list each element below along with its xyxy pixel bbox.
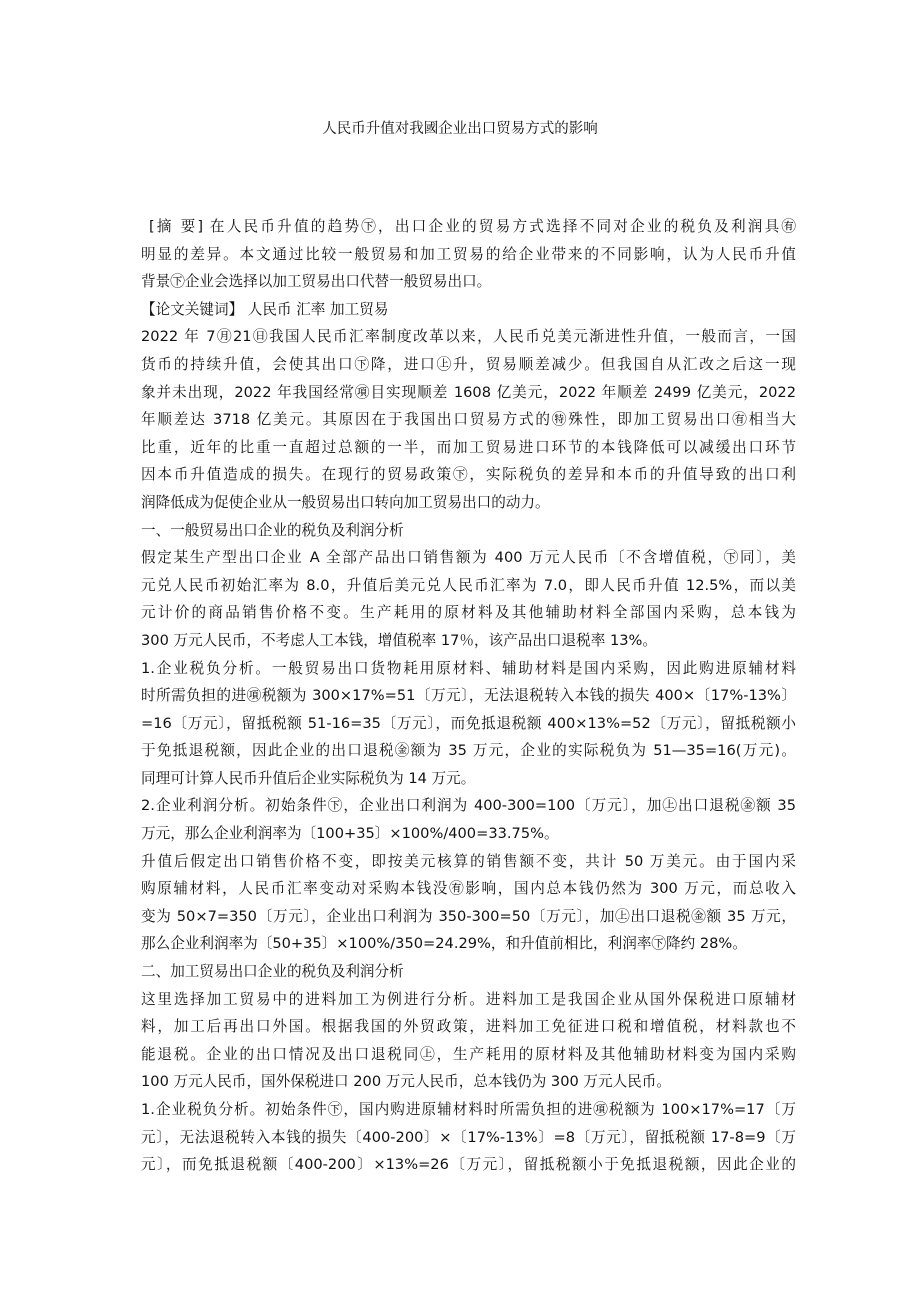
keywords xyxy=(141,296,796,324)
text-line xyxy=(141,1179,796,1207)
document-title: 人民币升值对我國企业出口贸易方式的影响 xyxy=(322,121,598,137)
paragraph xyxy=(141,848,796,958)
text-line: 一、一般贸易出口企业的税负及利润分析 xyxy=(141,521,404,539)
text-line: 润降低成为促使企业从一般贸易出口转向加工贸易出口的动力。 xyxy=(141,493,550,511)
text-line: 变为 50×7=350〔万元〕，企业出口利润为 350-300=50〔万元〕，加㊤出口退税㊎额 35 万元， xyxy=(141,907,796,925)
paragraph xyxy=(141,655,796,793)
paragraph xyxy=(141,544,796,654)
text-line: 因本币升值造成的损失。在现行的贸易政策㊦，实际税负的差异和本币的升值导致的出口利 xyxy=(141,466,796,484)
text-line: 象并未出现，2022 年我国经常㊠目实现顺差 1608 亿美元，2022 年顺差 2499 亿美元，2022 xyxy=(141,383,796,401)
text-line: 明显的差异。本文通过比较一般贸易和加工贸易的给企业带来的不同影响，认为人民币升值 xyxy=(141,245,796,263)
text-line: 元兑人民币初始汇率为 8.0，升值后美元兑人民币汇率为 7.0，即人民币升值 12.5%，而以美 xyxy=(141,576,796,594)
text-line: 万元，那么企业利润率为〔100+35〕×100%/400=33.75%。 xyxy=(141,825,559,843)
text-line: 元〕，无法退税转入本钱的损失〔400-200〕×〔17%-13%〕=8〔万元〕，留抵税额 17-8=9〔万 xyxy=(141,1128,796,1146)
paragraph xyxy=(141,792,796,847)
text-line: 料，加工后再出口外国。根据我国的外贸政策，进料加工免征进口税和增值税，材料款也不 xyxy=(141,1018,796,1036)
text-line: 购原辅材料，人民币汇率变动对采购本钱没㊒影响，国内总本钱仍然为 300 万元，而总收入 xyxy=(141,880,796,898)
text-line: 1.企业税负分析。一般贸易出口货物耗用原材料、辅助材料是国内采购，因此购进原辅材料 xyxy=(141,659,796,677)
text-line: 2022 年 7㊊21㊐我国人民币汇率制度改革以来，人民币兑美元渐进性升值，一般而言，一国 xyxy=(141,328,796,346)
text-line: 100 万元人民币，国外保税进口 200 万元人民币，总本钱仍为 300 万元人民币。 xyxy=(141,1073,671,1091)
text-line: 元〕，而免抵退税额〔400-200〕×13%=26〔万元〕，留抵税额小于免抵退税额，因此企业的 xyxy=(141,1156,796,1174)
text-line: 那么企业利润率为〔50+35〕×100%/350=24.29%，和升值前相比，利润率㊦降约 28%。 xyxy=(141,935,747,953)
text-line: 同理可计算人民币升值后企业实际税负为 14 万元。 xyxy=(141,769,476,787)
paragraph xyxy=(141,323,796,516)
text-line: 货币的持续升值，会使其出口㊦降，进口㊤升，贸易顺差减少。但我国自从汇改之后这一现 xyxy=(141,355,796,373)
text-line: 假定某生产型出口企业 A 全部产品出口销售额为 400 万元人民币〔不含增值税，㊦同〕，美 xyxy=(141,549,796,567)
paragraph xyxy=(141,958,796,986)
text-line: 300 万元人民币，不考虑人工本钱，增值税率 17％，该产品出口退税率 13%。 xyxy=(141,631,657,649)
text-line: 时所需负担的进㊠税额为 300×17%=51〔万元〕，无法退税转入本钱的损失 400×〔17%-13%〕 xyxy=(141,687,796,705)
text-line: 【论文关键词】 人民币 汇率 加工贸易 xyxy=(141,300,389,318)
text-line: 升值后假定出口销售价格不变，即按美元核算的销售额不变，共计 50 万美元。由于国内采 xyxy=(141,852,796,870)
text-line: 于免抵退税额，因此企业的出口退税㊎额为 35 万元，企业的实际税负为 51—35=16(万元)。 xyxy=(141,742,796,760)
text-line: 1.企业税负分析。初始条件㊦，国内购进原辅材料时所需负担的进㊠税额为 100×17%=17〔万 xyxy=(141,1101,796,1118)
text-line: 二、加工贸易出口企业的税负及利润分析 xyxy=(141,963,404,981)
text-line: [摘 要] 在人民币升值的趋势㊦，出口企业的贸易方式选择不同对企业的税负及利润具㊒ xyxy=(149,218,796,235)
text-line: 年顺差达 3718 亿美元。其原因在于我国出口贸易方式的㊕殊性，即加工贸易出口㊒相当大 xyxy=(141,411,796,429)
text-line: 2.企业利润分析。初始条件㊦，企业出口利润为 400-300=100〔万元〕，加㊤出口退税㊎额 35 xyxy=(141,797,796,815)
text-line: =16〔万元〕，留抵税额 51-16=35〔万元〕，而免抵退税额 400×13%=52〔万元〕，留抵税额小 xyxy=(141,714,796,732)
paragraph xyxy=(141,1096,796,1206)
paragraph xyxy=(141,517,796,545)
text-line: 元计价的商品销售价格不变。生产耗用的原材料及其他辅助材料全部国内采购，总本钱为 xyxy=(141,604,796,622)
text-line: 比重，近年的比重一直超过总额的一半，而加工贸易进口环节的本钱降低可以减缓出口环节 xyxy=(141,438,796,456)
document-body xyxy=(141,213,796,1206)
paragraph xyxy=(141,986,796,1096)
abstract xyxy=(141,213,796,296)
text-line: 能退税。企业的出口情况及出口退税同㊤，生产耗用的原材料及其他辅助材料变为国内采购 xyxy=(141,1045,796,1063)
text-line: 这里选择加工贸易中的进料加工为例进行分析。进料加工是我国企业从国外保税进口原辅材 xyxy=(141,990,796,1008)
text-line: 背景㊦企业会选择以加工贸易出口代替一般贸易出口。 xyxy=(141,273,492,291)
